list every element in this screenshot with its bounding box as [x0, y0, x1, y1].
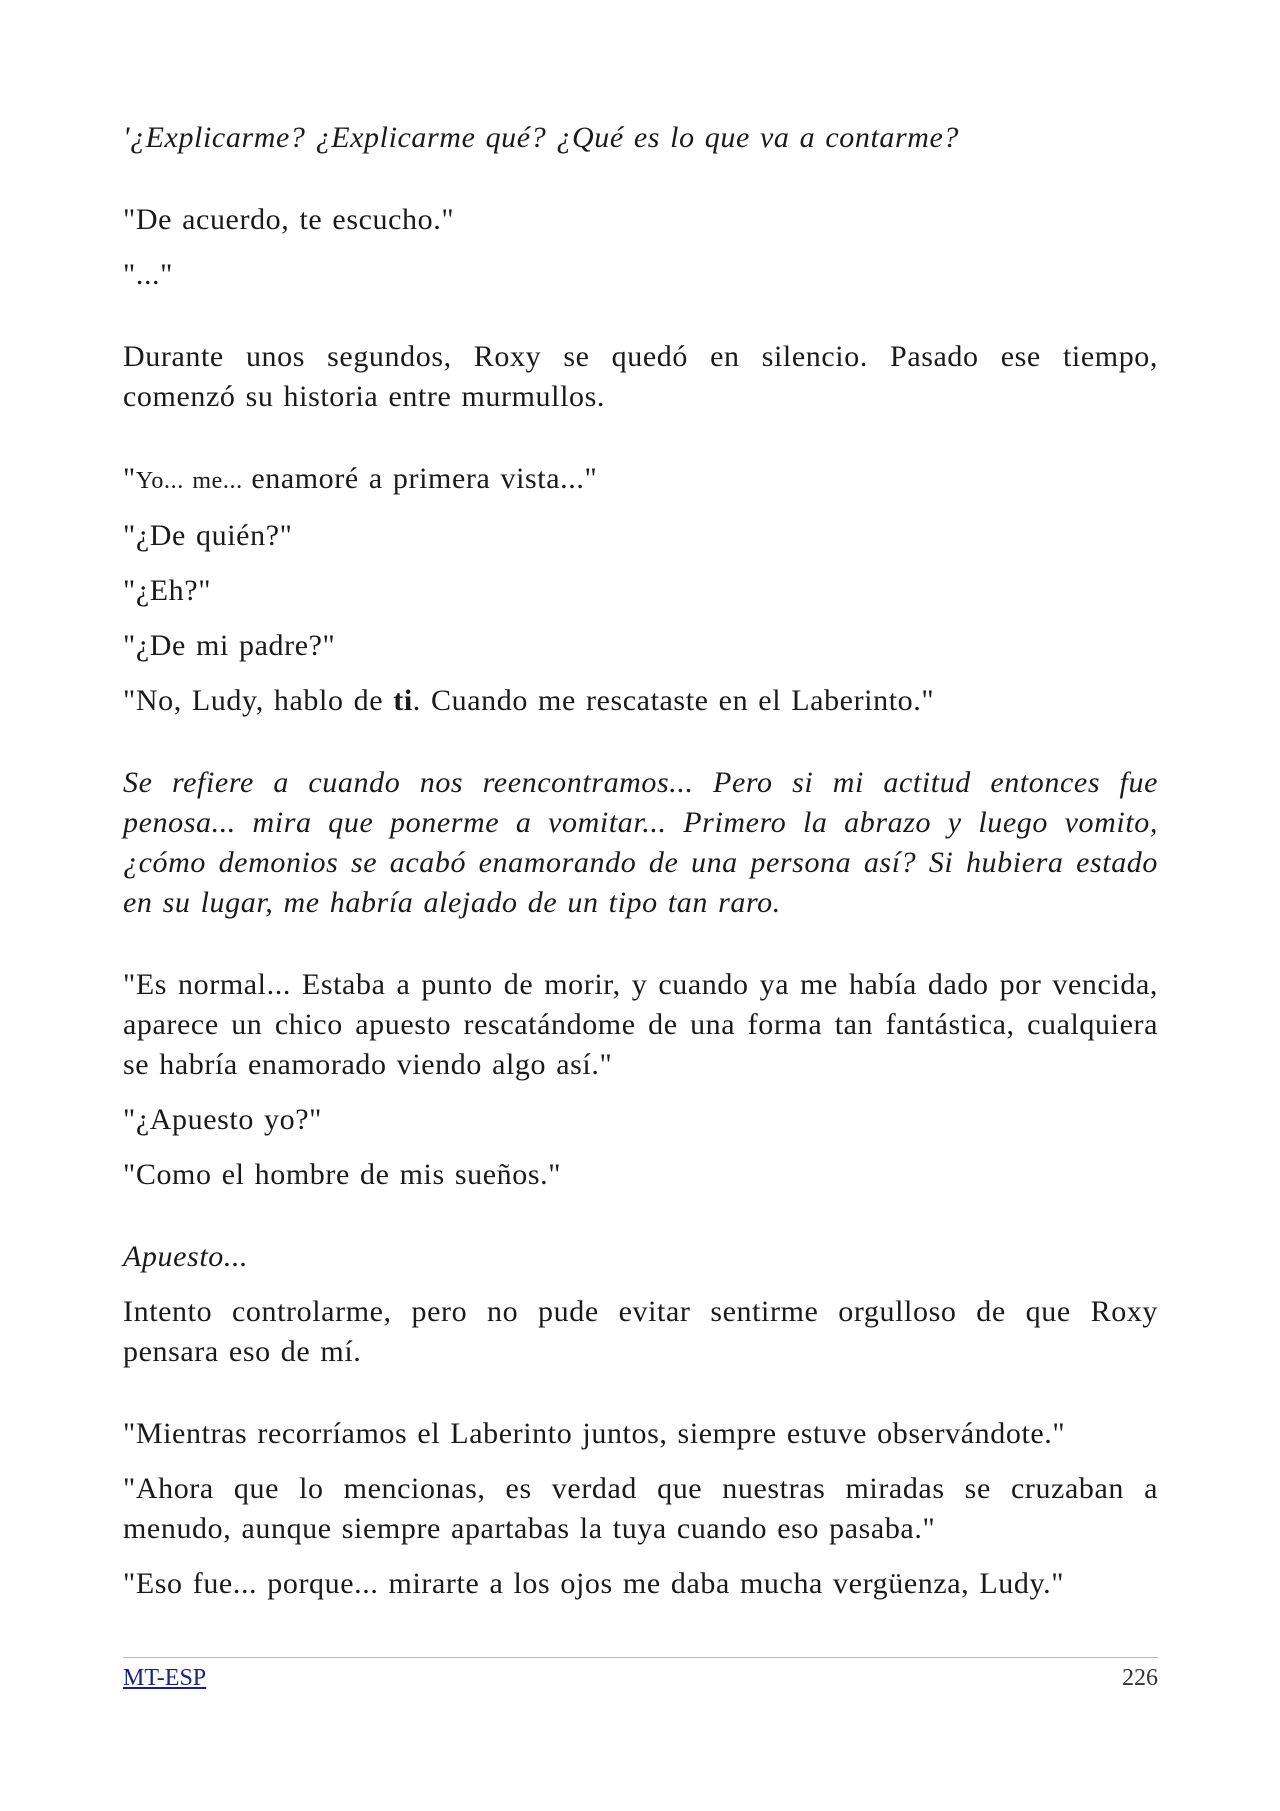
footer-link[interactable]: MT-ESP [123, 1665, 207, 1691]
paragraph-thought-reencontramos: Se refiere a cuando nos reencontramos... Pero si mi actitud entonces fue penosa... mira que ponerme a vomitar... Primero la abrazo y luego vomito, ¿cómo demonios se acabó enamorando de una persona así? Si hubiera estado en su lugar, me habría alejado de un tipo tan raro. [123, 766, 1158, 919]
dialogue-rest: enamoré a primera vista..." [251, 462, 598, 495]
paragraph-dialogue-normal: "Es normal... Estaba a punto de morir, y cuando ya me había dado por vencida, aparece un chico apuesto rescatándome de una forma tan fantástica, cualquiera se habría enamorado viendo algo así." [123, 968, 1158, 1081]
dialogue-before-bold: "No, Ludy, hablo de [123, 684, 394, 717]
paragraph-thought-explicarme: '¿Explicarme? ¿Explicarme qué? ¿Qué es lo que va a contarme? [123, 121, 960, 154]
paragraph-dialogue-padre: "¿De mi padre?" [123, 629, 336, 662]
small-text-me: me... [192, 468, 252, 494]
bold-word-ti: ti [393, 684, 413, 717]
document-body [123, 118, 1158, 1604]
paragraph-narration-silencio: Durante unos segundos, Roxy se quedó en silencio. Pasado ese tiempo, comenzó su historia entre murmullos. [123, 340, 1158, 413]
paragraph-thought-apuesto: Apuesto... [123, 1240, 249, 1273]
paragraph-dialogue-apuesto-yo: "¿Apuesto yo?" [123, 1103, 323, 1136]
paragraph-dialogue-enamore [123, 459, 1158, 501]
dialogue-after-bold: . Cuando me rescataste en el Laberinto." [412, 684, 935, 717]
paragraph-dialogue-ti [123, 681, 1158, 721]
paragraph-dialogue-escucho: "De acuerdo, te escucho." [123, 203, 455, 236]
paragraph-dialogue-ellipsis: "..." [123, 258, 173, 291]
quote-open: " [123, 462, 136, 495]
paragraph-dialogue-eh: "¿Eh?" [123, 574, 212, 607]
page-footer [123, 1657, 1158, 1692]
paragraph-dialogue-de-quien: "¿De quién?" [123, 519, 293, 552]
paragraph-narration-orgulloso: Intento controlarme, pero no pude evitar sentirme orgulloso de que Roxy pensara eso de mí. [123, 1295, 1158, 1368]
paragraph-dialogue-observandote: "Mientras recorríamos el Laberinto juntos, siempre estuve observándote." [123, 1417, 1066, 1450]
page-number: 226 [1122, 1665, 1158, 1691]
paragraph-dialogue-suenos: "Como el hombre de mis sueños." [123, 1158, 562, 1191]
paragraph-dialogue-miradas: "Ahora que lo mencionas, es verdad que nuestras miradas se cruzaban a menudo, aunque siempre apartabas la tuya cuando eso pasaba." [123, 1472, 1158, 1545]
paragraph-dialogue-verguenza: "Eso fue... porque... mirarte a los ojos me daba mucha vergüenza, Ludy." [123, 1567, 1065, 1600]
small-text-yo: Yo... [135, 468, 193, 494]
